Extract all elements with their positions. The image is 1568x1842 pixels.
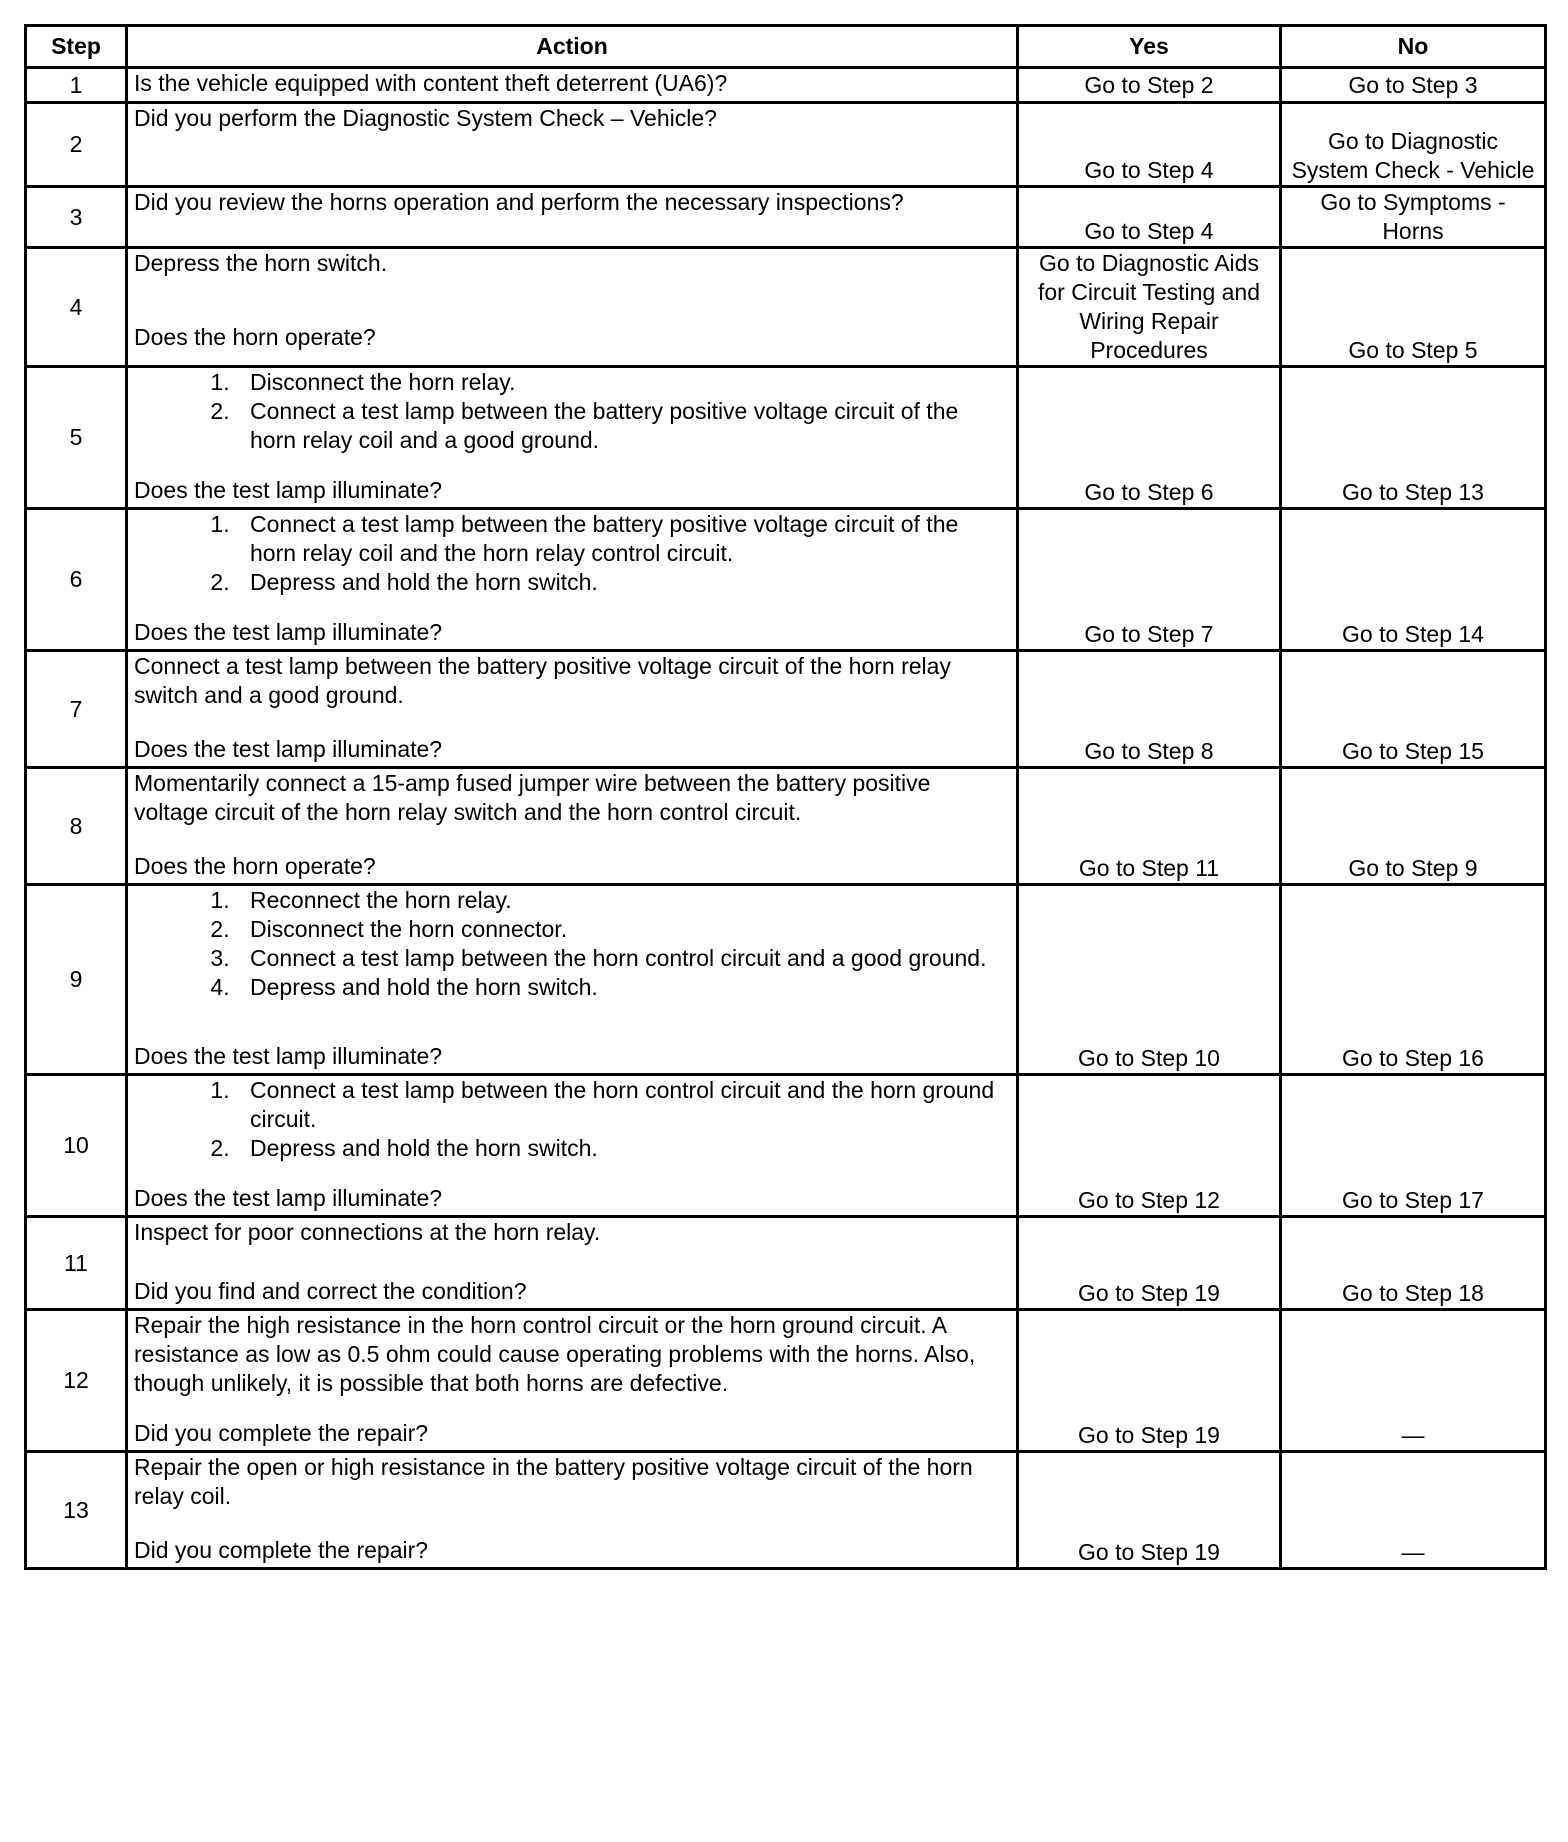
header-yes: Yes	[1018, 26, 1281, 68]
action-content	[134, 249, 1010, 352]
action-question: Does the test lamp illuminate?	[134, 736, 443, 762]
table-row	[26, 1075, 1546, 1217]
no-result: —	[1281, 1310, 1546, 1452]
action-cell	[127, 1075, 1018, 1217]
step-number: 1	[26, 68, 127, 103]
procedure-list	[134, 368, 1010, 455]
action-content	[134, 104, 1010, 183]
yes-result: Go to Step 7	[1018, 509, 1281, 651]
action-text: Repair the open or high resistance in the battery positive voltage circuit of the horn relay coil.	[134, 1454, 973, 1509]
action-content	[134, 652, 1010, 764]
action-content	[134, 1453, 1010, 1565]
no-result: Go to Step 13	[1281, 367, 1546, 509]
step-number: 5	[26, 367, 127, 509]
diagnostic-table	[24, 24, 1547, 1570]
step-number: 13	[26, 1452, 127, 1569]
action-content	[134, 886, 1010, 1071]
action-instructions	[134, 249, 1010, 278]
action-cell	[127, 768, 1018, 885]
action-instructions	[134, 1311, 1010, 1398]
yes-result: Go to Step 19	[1018, 1452, 1281, 1569]
action-text: Repair the high resistance in the horn control circuit or the horn ground circuit. A resistance as low as 0.5 ohm could cause operating problems with the horns. Also, though unlikely, it is possible that both horns are defective.	[134, 1312, 976, 1396]
step-number: 11	[26, 1217, 127, 1310]
step-number: 4	[26, 248, 127, 367]
action-content	[134, 69, 1010, 99]
step-number: 10	[26, 1075, 127, 1217]
header-action: Action	[127, 26, 1018, 68]
action-content	[134, 1311, 1010, 1448]
action-text: Did you perform the Diagnostic System Check – Vehicle?	[134, 105, 717, 131]
action-cell	[127, 68, 1018, 103]
action-instructions	[134, 69, 1010, 98]
yes-result: Go to Step 11	[1018, 768, 1281, 885]
procedure-step: 3. Connect a test lamp between the horn control circuit and a good ground.	[236, 944, 1010, 973]
yes-result: Go to Step 6	[1018, 367, 1281, 509]
action-content	[134, 510, 1010, 647]
action-content	[134, 188, 1010, 242]
procedure-step: 1. Connect a test lamp between the battery positive voltage circuit of the horn relay coil and the horn relay control circuit.	[236, 510, 1010, 568]
procedure-step: 2. Depress and hold the horn switch.	[236, 1134, 1010, 1163]
action-cell	[127, 367, 1018, 509]
table-row	[26, 768, 1546, 885]
action-instructions	[134, 368, 1010, 455]
action-instructions	[134, 104, 1010, 133]
table-row	[26, 509, 1546, 651]
no-result: Go to Diagnostic System Check - Vehicle	[1281, 103, 1546, 187]
step-number: 9	[26, 885, 127, 1075]
action-text: Is the vehicle equipped with content theft deterrent (UA6)?	[134, 70, 728, 96]
yes-result: Go to Step 12	[1018, 1075, 1281, 1217]
table-row	[26, 248, 1546, 367]
header-no: No	[1281, 26, 1546, 68]
action-question: Does the test lamp illuminate?	[134, 477, 443, 503]
yes-result: Go to Step 4	[1018, 187, 1281, 248]
table-row	[26, 885, 1546, 1075]
action-question: Does the horn operate?	[134, 324, 376, 350]
procedure-list	[134, 510, 1010, 597]
action-question: Did you complete the repair?	[134, 1420, 429, 1446]
no-result: Go to Step 3	[1281, 68, 1546, 103]
no-result: —	[1281, 1452, 1546, 1569]
action-instructions	[134, 510, 1010, 597]
action-question: Does the test lamp illuminate?	[134, 1043, 443, 1069]
action-text: Depress the horn switch.	[134, 250, 388, 276]
action-cell	[127, 885, 1018, 1075]
step-number: 6	[26, 509, 127, 651]
procedure-step: 4. Depress and hold the horn switch.	[236, 973, 1010, 1002]
procedure-step: 2. Connect a test lamp between the battery positive voltage circuit of the horn relay coil and a good ground.	[236, 397, 1010, 455]
action-question: Does the test lamp illuminate?	[134, 1185, 443, 1211]
action-content	[134, 1076, 1010, 1213]
no-result: Go to Step 18	[1281, 1217, 1546, 1310]
yes-result: Go to Diagnostic Aids for Circuit Testing and Wiring Repair Procedures	[1018, 248, 1281, 367]
yes-result: Go to Step 19	[1018, 1310, 1281, 1452]
yes-result: Go to Step 8	[1018, 651, 1281, 768]
action-instructions	[134, 188, 1010, 217]
action-cell	[127, 187, 1018, 248]
step-number: 12	[26, 1310, 127, 1452]
step-number: 8	[26, 768, 127, 885]
action-text: Connect a test lamp between the battery positive voltage circuit of the horn relay switch and a good ground.	[134, 653, 951, 708]
table-row	[26, 1217, 1546, 1310]
action-cell	[127, 1452, 1018, 1569]
action-cell	[127, 248, 1018, 367]
no-result: Go to Step 16	[1281, 885, 1546, 1075]
yes-result: Go to Step 4	[1018, 103, 1281, 187]
table-row	[26, 187, 1546, 248]
action-text: Inspect for poor connections at the horn relay.	[134, 1219, 601, 1245]
procedure-list	[134, 886, 1010, 1002]
action-question: Does the horn operate?	[134, 853, 376, 879]
table-row	[26, 367, 1546, 509]
action-content	[134, 769, 1010, 881]
no-result: Go to Step 9	[1281, 768, 1546, 885]
table-row	[26, 1310, 1546, 1452]
action-instructions	[134, 886, 1010, 1002]
action-cell	[127, 103, 1018, 187]
action-instructions	[134, 769, 1010, 827]
procedure-step: 1. Disconnect the horn relay.	[236, 368, 1010, 397]
step-number: 3	[26, 187, 127, 248]
table-row	[26, 103, 1546, 187]
table-row	[26, 68, 1546, 103]
action-question: Does the test lamp illuminate?	[134, 619, 443, 645]
table-row	[26, 651, 1546, 768]
step-number: 7	[26, 651, 127, 768]
procedure-step: 2. Depress and hold the horn switch.	[236, 568, 1010, 597]
header-step: Step	[26, 26, 127, 68]
no-result: Go to Step 17	[1281, 1075, 1546, 1217]
action-content	[134, 368, 1010, 505]
table-row	[26, 1452, 1546, 1569]
action-text: Did you review the horns operation and perform the necessary inspections?	[134, 189, 904, 215]
procedure-step: 2. Disconnect the horn connector.	[236, 915, 1010, 944]
action-cell	[127, 509, 1018, 651]
action-cell	[127, 1217, 1018, 1310]
no-result: Go to Step 14	[1281, 509, 1546, 651]
yes-result: Go to Step 19	[1018, 1217, 1281, 1310]
action-instructions	[134, 1076, 1010, 1163]
procedure-step: 1. Connect a test lamp between the horn control circuit and the horn ground circuit.	[236, 1076, 1010, 1134]
action-instructions	[134, 652, 1010, 710]
step-number: 2	[26, 103, 127, 187]
action-question: Did you find and correct the condition?	[134, 1278, 527, 1304]
table-body	[26, 68, 1546, 1569]
header-row	[26, 26, 1546, 68]
procedure-step: 1. Reconnect the horn relay.	[236, 886, 1010, 915]
action-instructions	[134, 1218, 1010, 1247]
yes-result: Go to Step 10	[1018, 885, 1281, 1075]
no-result: Go to Step 5	[1281, 248, 1546, 367]
action-text: Momentarily connect a 15-amp fused jumper wire between the battery positive voltage circuit of the horn relay switch and the horn control circuit.	[134, 770, 931, 825]
action-instructions	[134, 1453, 1010, 1511]
action-cell	[127, 1310, 1018, 1452]
action-question: Did you complete the repair?	[134, 1537, 429, 1563]
procedure-list	[134, 1076, 1010, 1163]
no-result: Go to Step 15	[1281, 651, 1546, 768]
action-content	[134, 1218, 1010, 1306]
no-result: Go to Symptoms - Horns	[1281, 187, 1546, 248]
action-cell	[127, 651, 1018, 768]
yes-result: Go to Step 2	[1018, 68, 1281, 103]
